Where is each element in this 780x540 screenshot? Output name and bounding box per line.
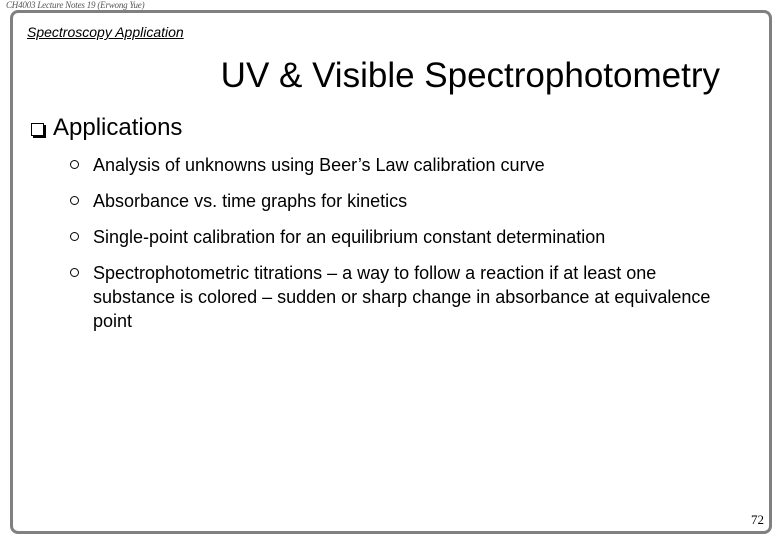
sub-bullet-item (70, 261, 730, 333)
sub-bullet-text: Analysis of unknowns using Beer’s Law calibration curve (93, 155, 545, 175)
header-note: CH4003 Lecture Notes 19 (Erwong Yue) (6, 0, 145, 10)
sub-bullet-item (70, 153, 730, 177)
circle-bullet-icon (70, 268, 79, 277)
page-number: 72 (751, 512, 764, 527)
sub-bullet-text: Spectrophotometric titrations – a way to follow a reaction if at least one substance is colored – sudden or sharp change in absorbance at equivalence point (93, 263, 711, 331)
circle-bullet-icon (70, 196, 79, 205)
sub-bullet-text: Absorbance vs. time graphs for kinetics (93, 191, 408, 211)
checkbox-icon (31, 123, 44, 136)
sub-bullet-item (70, 189, 730, 213)
sub-bullet-item (70, 225, 730, 249)
slide-title: UV & Visible Spectrophotometry (220, 56, 720, 95)
sub-bullet-text: Single-point calibration for an equilibrium constant determination (93, 227, 606, 247)
slide-frame (10, 10, 772, 534)
main-bullet-label: Applications (53, 114, 183, 141)
section-title: Spectroscopy Application (27, 24, 184, 40)
circle-bullet-icon (70, 232, 79, 241)
sub-bullet-list (70, 153, 730, 333)
circle-bullet-icon (70, 160, 79, 169)
main-bullet (31, 114, 182, 142)
